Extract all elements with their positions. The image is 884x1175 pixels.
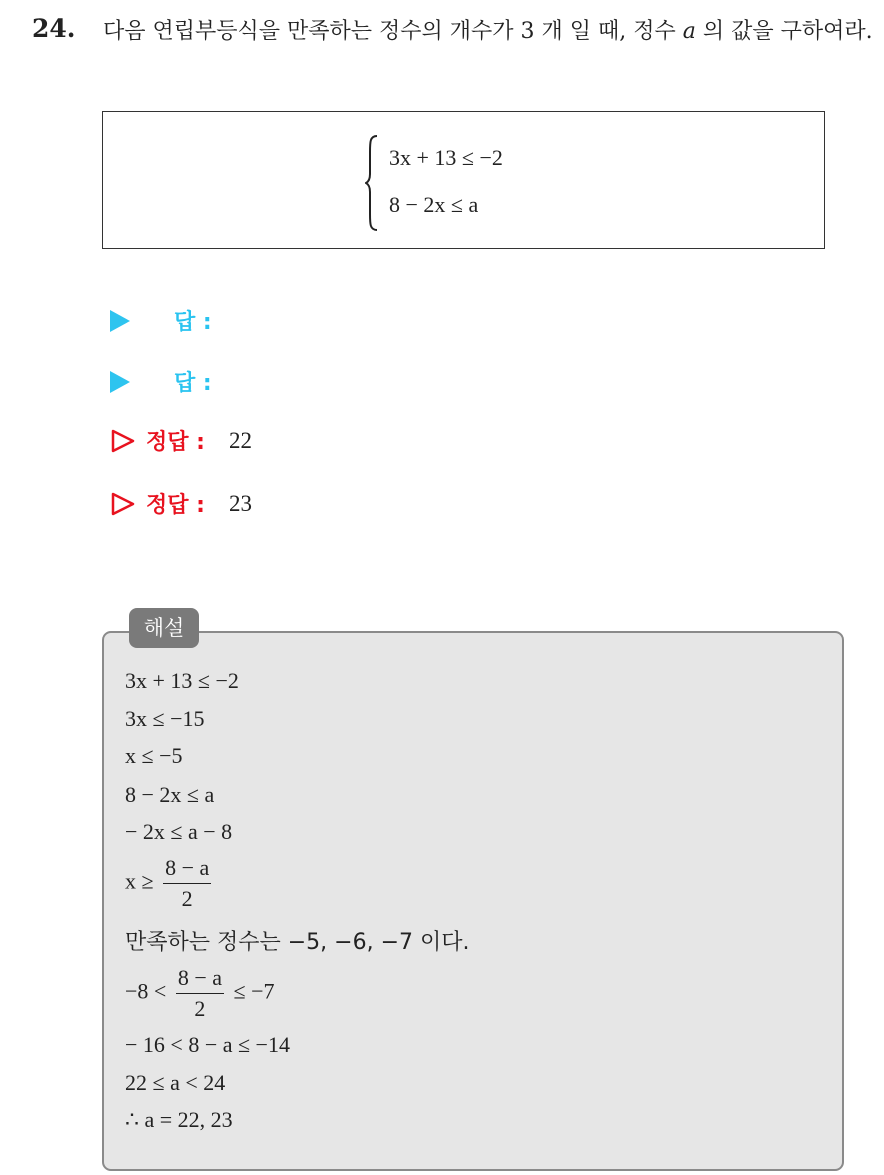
correct-answer-value: 23 [228, 490, 252, 516]
solution-tag: 해설 [129, 608, 199, 648]
solution-line: − 2x ≤ a − 8 [125, 819, 233, 844]
answer-row-1 [110, 305, 212, 336]
correct-answer-row-1 [110, 425, 252, 456]
solution-line: 22 ≤ a < 24 [125, 1070, 226, 1095]
solution-fraction-line [125, 855, 215, 912]
correct-answer-label: 정답 : [146, 493, 205, 518]
inequality-1: 3x + 13 ≤ −2 [389, 145, 503, 170]
inequality-system-box [102, 111, 825, 249]
correct-answer-label: 정답 : [146, 430, 205, 455]
question-text-part1: 다음 연립부등식을 만족하는 정수의 개수가 3 개 일 때, 정수 [103, 19, 683, 44]
inequality-prefix: −8 < [125, 978, 167, 1004]
play-triangle-icon [110, 310, 130, 332]
solution-line: x ≤ −5 [125, 743, 183, 768]
triangle-outline-icon [110, 428, 136, 454]
solution-line: 3x ≤ −15 [125, 706, 205, 731]
answer-row-2 [110, 366, 212, 397]
play-triangle-icon [110, 371, 130, 393]
fraction [176, 965, 224, 1022]
fraction-denominator: 2 [181, 886, 193, 911]
answer-label: 답 : [174, 310, 212, 335]
inequality-suffix: ≤ −7 [233, 978, 275, 1004]
fraction-denominator: 2 [194, 996, 206, 1021]
solution-line: 3x + 13 ≤ −2 [125, 668, 239, 693]
solution-line: 8 − 2x ≤ a [125, 782, 215, 807]
triangle-outline-icon [110, 491, 136, 517]
question-text-part2: 의 값을 구하여라. [695, 19, 873, 44]
fraction-prefix: x ≥ [125, 868, 154, 894]
inequality-2: 8 − 2x ≤ a [389, 192, 479, 217]
answer-label: 답 : [174, 371, 212, 396]
correct-answer-row-2 [110, 488, 252, 519]
left-brace-icon [365, 134, 379, 232]
solution-integers-line: 만족하는 정수는 −5, −6, −7 이다. [125, 930, 470, 955]
correct-answer-value: 22 [228, 427, 252, 453]
fraction-numerator: 8 − a [176, 965, 224, 994]
question-variable: a [682, 19, 696, 44]
fraction-numerator: 8 − a [163, 855, 211, 884]
solution-line: − 16 < 8 − a ≤ −14 [125, 1032, 290, 1057]
solution-double-inequality [125, 965, 274, 1022]
question-text [103, 14, 873, 50]
fraction [163, 855, 211, 912]
solution-conclusion: ∴ a = 22, 23 [125, 1107, 233, 1132]
question-number: 24. [32, 14, 76, 43]
